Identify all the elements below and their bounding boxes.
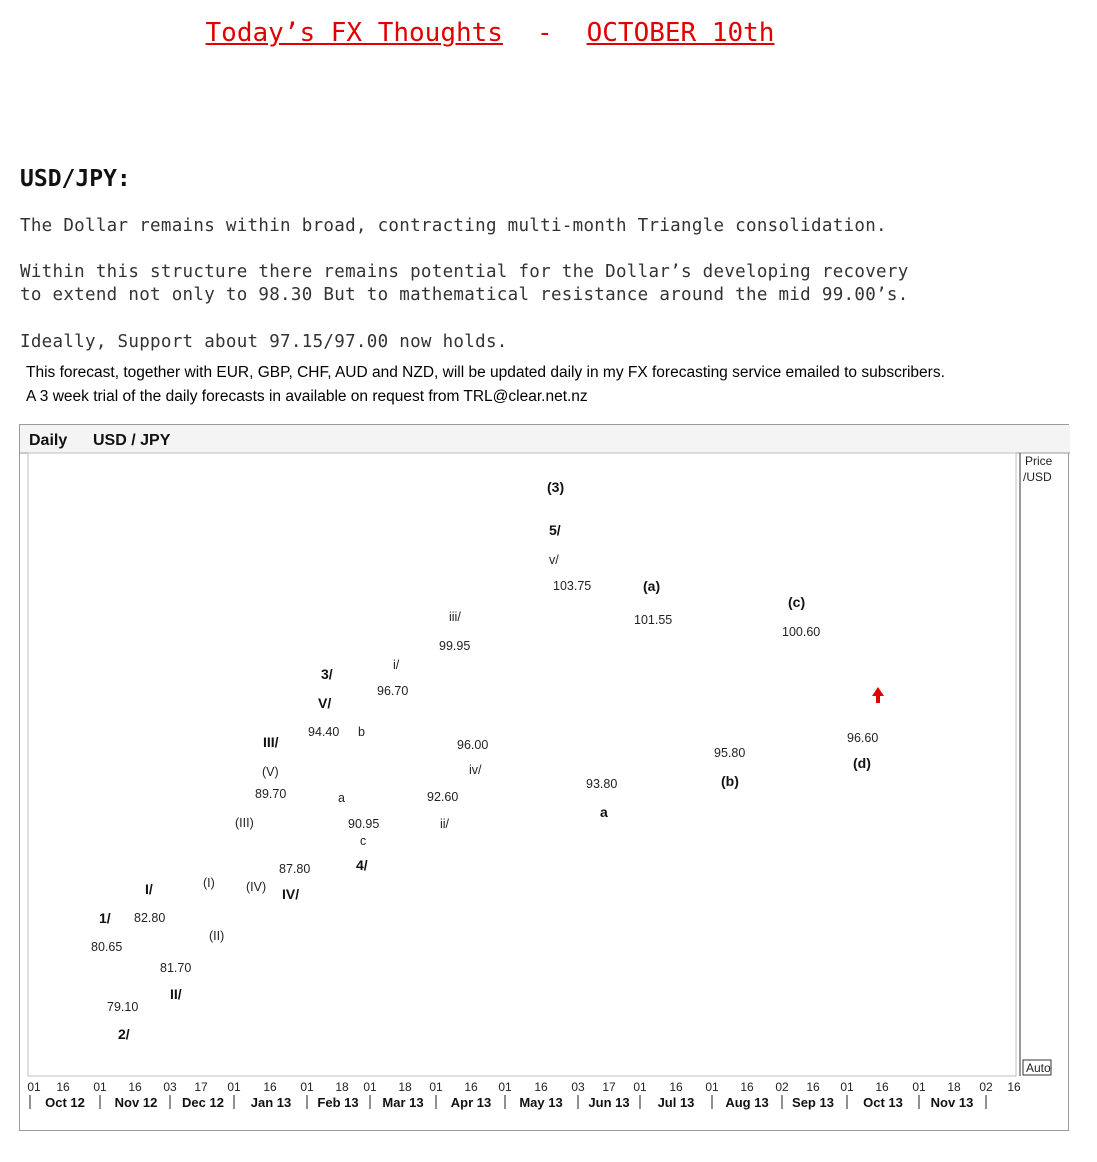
x-month-label: Mar 13 <box>382 1095 424 1110</box>
wave-label: 90.95 <box>348 817 380 831</box>
wave-label: II/ <box>170 986 182 1002</box>
x-day-label: 16 <box>56 1080 70 1094</box>
wave-label: b <box>358 725 365 739</box>
x-day-label: 01 <box>705 1080 719 1094</box>
paragraph-3: Ideally, Support about 97.15/97.00 now holds. <box>20 332 508 352</box>
title-separator: - <box>536 18 553 48</box>
price-axis-title-2: /USD <box>1023 470 1052 484</box>
x-day-label: 18 <box>398 1080 412 1094</box>
wave-label: iv/ <box>469 763 482 777</box>
x-day-label: 01 <box>633 1080 647 1094</box>
wave-label: (II) <box>209 929 225 943</box>
wave-label: (d) <box>853 755 871 771</box>
wave-label: 99.95 <box>439 639 471 653</box>
wave-label: 96.60 <box>847 731 879 745</box>
x-day-label: 18 <box>335 1080 349 1094</box>
x-day-label: 02 <box>775 1080 789 1094</box>
wave-label: 89.70 <box>255 787 287 801</box>
x-day-label: 01 <box>300 1080 314 1094</box>
wave-label: (c) <box>788 594 806 610</box>
x-month-label: Nov 12 <box>114 1095 158 1110</box>
wave-label: 2/ <box>118 1026 130 1042</box>
paragraph-1: The Dollar remains within broad, contracting multi-month Triangle consolidation. <box>20 216 887 236</box>
x-month-label: May 13 <box>519 1095 563 1110</box>
wave-label: III/ <box>263 734 279 750</box>
x-day-label: 16 <box>263 1080 277 1094</box>
x-day-label: 17 <box>602 1080 616 1094</box>
wave-label: iii/ <box>449 610 461 624</box>
x-day-label: 16 <box>1007 1080 1021 1094</box>
wave-label: V/ <box>318 695 332 711</box>
price-axis-title-1: Price <box>1025 454 1053 468</box>
auto-scale-label: Auto <box>1026 1061 1051 1075</box>
title-left: Today’s FX Thoughts <box>205 18 503 48</box>
chart-header-bar <box>20 425 1070 453</box>
x-month-label: Aug 13 <box>725 1095 769 1110</box>
x-month-label: Sep 13 <box>792 1095 834 1110</box>
wave-label: v/ <box>549 553 559 567</box>
wave-label: (b) <box>721 773 739 789</box>
pair-heading: USD/JPY: <box>20 166 131 192</box>
wave-label: 82.80 <box>134 911 166 925</box>
wave-label: IV/ <box>282 886 300 902</box>
wave-label: (3) <box>547 479 565 495</box>
x-day-label: 02 <box>979 1080 993 1094</box>
chart-frame <box>19 424 1069 1131</box>
wave-label: a <box>600 804 608 820</box>
wave-label: 87.80 <box>279 862 311 876</box>
x-month-label: Oct 13 <box>863 1095 903 1110</box>
wave-label: (I) <box>203 876 215 890</box>
wave-label: 92.60 <box>427 790 459 804</box>
wave-label: c <box>360 834 367 848</box>
x-day-label: 03 <box>571 1080 585 1094</box>
x-day-label: 01 <box>498 1080 512 1094</box>
wave-label: 4/ <box>356 857 368 873</box>
x-month-label: Apr 13 <box>450 1095 492 1110</box>
x-month-label: Oct 12 <box>45 1095 85 1110</box>
x-month-label: Nov 13 <box>930 1095 974 1110</box>
x-day-label: 16 <box>128 1080 142 1094</box>
x-day-label: 01 <box>912 1080 926 1094</box>
x-day-label: 16 <box>669 1080 683 1094</box>
x-day-label: 16 <box>740 1080 754 1094</box>
wave-label: 80.65 <box>91 940 123 954</box>
service-note: This forecast, together with EUR, GBP, CHF, AUD and NZD, will be updated daily in my FX forecasting service emailed to subscribers. <box>26 364 945 381</box>
price-chart <box>20 425 1070 1132</box>
x-day-label: 16 <box>875 1080 889 1094</box>
x-day-label: 17 <box>194 1080 208 1094</box>
x-day-label: 01 <box>227 1080 241 1094</box>
wave-label: 5/ <box>549 522 561 538</box>
wave-label: (a) <box>643 578 661 594</box>
paragraph-2-line-1: Within this structure there remains potential for the Dollar’s developing recovery <box>20 262 909 282</box>
x-month-label: Dec 12 <box>182 1095 224 1110</box>
wave-label: 94.40 <box>308 725 340 739</box>
wave-label: 81.70 <box>160 961 192 975</box>
x-month-label: Feb 13 <box>317 1095 359 1110</box>
wave-label: a <box>338 791 345 805</box>
wave-label: 95.80 <box>714 746 746 760</box>
wave-label: (V) <box>262 765 279 779</box>
x-day-label: 01 <box>27 1080 41 1094</box>
wave-label: 1/ <box>99 910 111 926</box>
chart-period: Daily <box>29 432 68 449</box>
x-day-label: 16 <box>534 1080 548 1094</box>
wave-label: 93.80 <box>586 777 618 791</box>
wave-label: 79.10 <box>107 1000 139 1014</box>
wave-label: (III) <box>235 816 254 830</box>
wave-label: 96.00 <box>457 738 489 752</box>
x-day-label: 16 <box>806 1080 820 1094</box>
wave-label: 103.75 <box>553 579 592 593</box>
x-month-label: Jun 13 <box>588 1095 630 1110</box>
wave-label: (IV) <box>246 880 267 894</box>
x-day-label: 16 <box>464 1080 478 1094</box>
wave-label: 100.60 <box>782 625 821 639</box>
x-month-label: Jul 13 <box>657 1095 695 1110</box>
title-right: OCTOBER 10th <box>586 18 775 48</box>
paragraph-2-line-2: to extend not only to 98.30 But to mathematical resistance around the mid 99.00’s. <box>20 285 909 305</box>
wave-label: 3/ <box>321 666 333 682</box>
trial-note: A 3 week trial of the daily forecasts in available on request from TRL@clear.net.nz <box>26 388 588 405</box>
x-day-label: 18 <box>947 1080 961 1094</box>
x-day-label: 01 <box>93 1080 107 1094</box>
x-day-label: 03 <box>163 1080 177 1094</box>
x-day-label: 01 <box>363 1080 377 1094</box>
wave-label: i/ <box>393 658 400 672</box>
wave-label: ii/ <box>440 817 450 831</box>
x-day-label: 01 <box>840 1080 854 1094</box>
page-title <box>0 18 980 48</box>
wave-label: 101.55 <box>634 613 673 627</box>
wave-label: I/ <box>145 881 153 897</box>
chart-title: USD / JPY <box>93 432 171 449</box>
x-day-label: 01 <box>429 1080 443 1094</box>
wave-label: 96.70 <box>377 684 409 698</box>
x-month-label: Jan 13 <box>250 1095 292 1110</box>
